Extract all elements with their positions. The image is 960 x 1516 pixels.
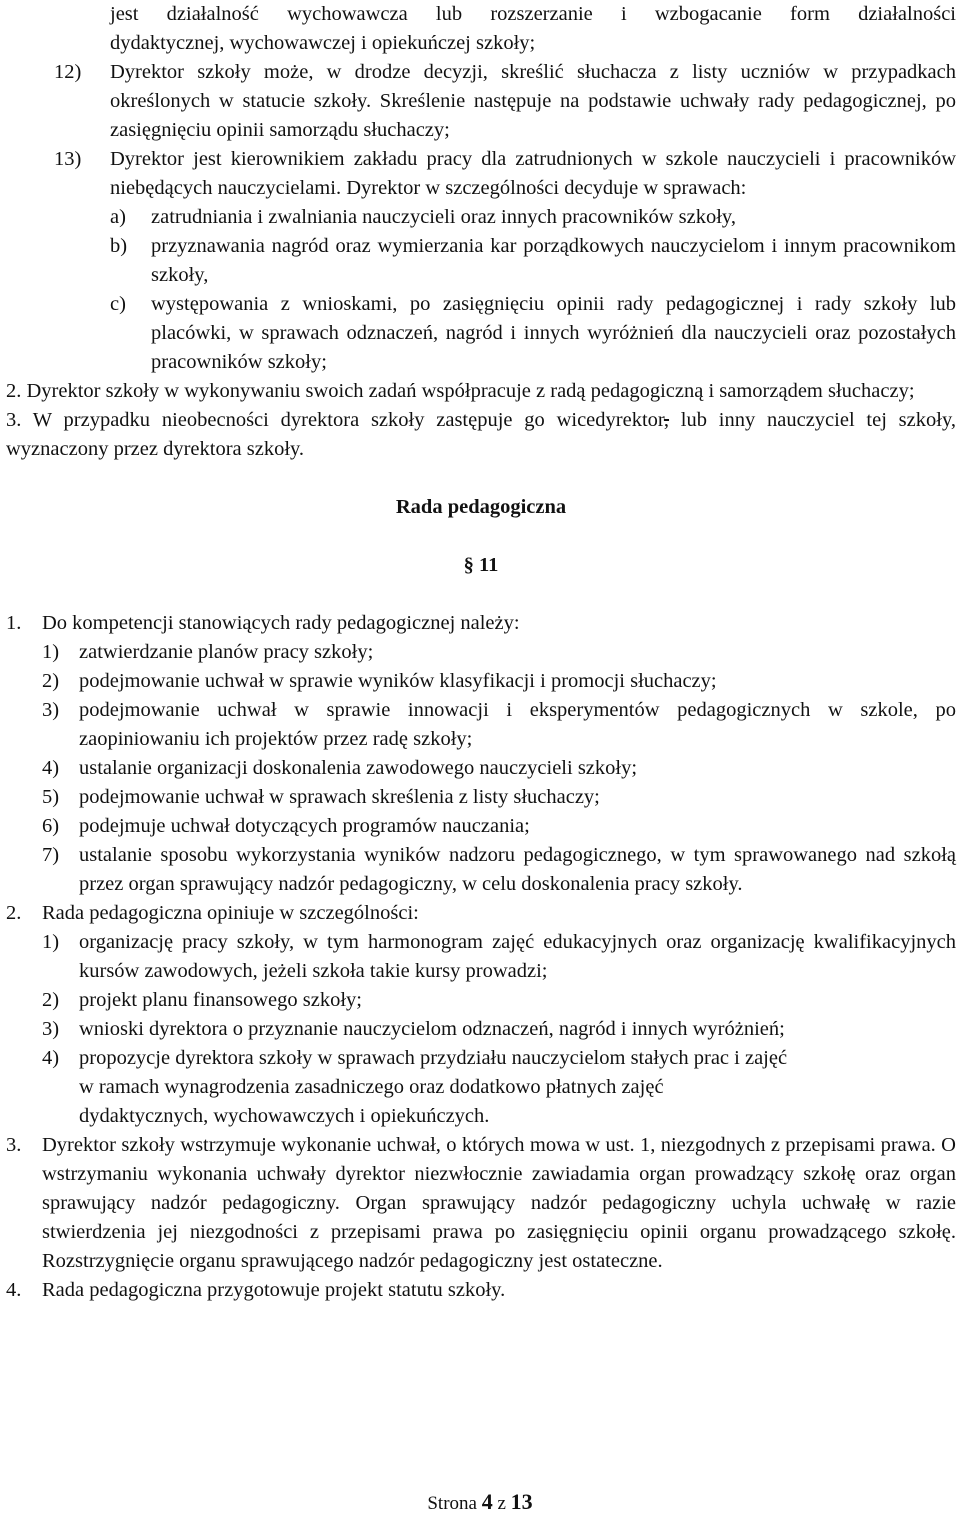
section-1	[6, 609, 956, 638]
list-item-number: 2)	[42, 989, 60, 1011]
continued-line-2: dydaktycznej, wychowawczej i opiekuńczej szkoły;	[110, 32, 536, 54]
sub-item-text: zatrudniania i zwalniania nauczycieli oraz innych pracowników szkoły,	[151, 206, 736, 228]
section-2-list	[6, 928, 956, 1131]
list-item	[6, 986, 956, 1015]
list-item-number: 1)	[42, 641, 60, 663]
current-page-number: 4	[481, 1489, 493, 1514]
sub-item-letter: c)	[110, 293, 126, 315]
list-item-text: ustalanie sposobu wykorzystania wyników nadzoru pedagogicznego, w tym sprawowanego nad szkołą przez organ sprawujący nadzór pedagogiczny, w celu doskonalenia pracy szkoły.	[79, 844, 956, 895]
list-item	[6, 754, 956, 783]
list-item	[6, 841, 956, 899]
list-item	[6, 1044, 956, 1131]
list-item-line: w ramach wynagrodzenia zasadniczego oraz dodatkowo płatnych zajęć	[79, 1076, 664, 1098]
paragraph-text-part: 3. W przypadku nieobecności dyrektora szkoły zastępuje go wicedyrektor	[6, 409, 664, 431]
list-item	[6, 696, 956, 754]
list-item-number: 4)	[42, 1047, 60, 1069]
sub-item-letter: a)	[110, 206, 126, 228]
list-item-text: podejmuje uchwał dotyczących programów nauczania;	[79, 815, 530, 837]
list-item	[6, 812, 956, 841]
paragraph-3	[6, 406, 956, 464]
list-item-number: 4)	[42, 757, 60, 779]
sub-item-c	[6, 290, 956, 377]
list-item-text: zatwierdzanie planów pracy szkoły;	[79, 641, 374, 663]
list-item-number: 3)	[42, 1018, 60, 1040]
list-item-text: Dyrektor szkoły może, w drodze decyzji, skreślić słuchacza z listy uczniów w przypadkach określonych w statucie szkoły. Skreślenie następuje na podstawie uchwały rady pedagogicznej, po zasięgnięciu opinii samorządu słuchaczy;	[110, 61, 956, 141]
list-item-text: podejmowanie uchwał w sprawie innowacji i eksperymentów pedagogicznych w szkole, po zaopiniowaniu ich projektów przez radę szkoły;	[79, 699, 956, 750]
paragraph-text	[6, 406, 956, 464]
section-3	[6, 1131, 956, 1276]
section-number: 4.	[6, 1279, 22, 1301]
document-page	[6, 0, 956, 1305]
list-item-number: 3)	[42, 699, 60, 721]
list-item-13	[6, 145, 956, 203]
paragraph-2	[6, 377, 956, 406]
section-heading: Rada pedagogiczna	[395, 496, 567, 518]
paragraph-sign: § 11	[463, 554, 499, 576]
page-label: Strona	[427, 1493, 477, 1514]
continued-paragraph	[6, 0, 956, 58]
list-item	[6, 667, 956, 696]
paragraph-text: 2. Dyrektor szkoły w wykonywaniu swoich zadań współpracuje z radą pedagogiczną i samorządem słuchaczy;	[6, 380, 915, 402]
list-item-text: wnioski dyrektora o przyznanie nauczycielom odznaczeń, nagród i innych wyróżnień;	[79, 1018, 785, 1040]
list-item-number: 1)	[42, 931, 60, 953]
sub-item-b	[6, 232, 956, 290]
section-number: 3.	[6, 1134, 22, 1156]
list-item-12	[6, 58, 956, 145]
list-item-text: Dyrektor jest kierownikiem zakładu pracy dla zatrudnionych w szkole nauczycieli i pracowników niebędących nauczycielami. Dyrektor w szczególności decyduje w sprawach:	[110, 148, 956, 199]
list-item-number: 13)	[54, 148, 82, 170]
list-item-number: 6)	[42, 815, 60, 837]
paragraph-text-part: lub inny nauczyciel tej szkoły, wyznaczony przez dyrektora szkoły.	[6, 409, 956, 460]
list-item	[6, 1015, 956, 1044]
section-number: 1.	[6, 612, 22, 634]
section-text: Dyrektor szkoły wstrzymuje wykonanie uchwał, o których mowa w ust. 1, niezgodnych z przepisami prawa. O wstrzymaniu wykonania uchwały dyrektor niezwłocznie zawiadamia organ prowadzący szkołę oraz organ sprawujący nadzór pedagogiczny. Organ sprawujący nadzór pedagogiczny uchyla uchwałę w razie stwierdzenia jej niezgodności z przepisami prawa po zasięgnięciu opinii organu prowadzącego szkołę. Rozstrzygnięcie organu sprawującego nadzór pedagogiczny jest ostateczne.	[42, 1134, 956, 1272]
section-2	[6, 899, 956, 928]
section-intro: Do kompetencji stanowiących rady pedagogicznej należy:	[42, 612, 520, 634]
list-item	[6, 928, 956, 986]
page-footer	[0, 1490, 960, 1516]
continued-line-1: jest działalność wychowawcza lub rozszerzanie i wzbogacanie form działalności	[110, 3, 956, 25]
list-item-number: 5)	[42, 786, 60, 808]
sub-item-a	[6, 203, 956, 232]
total-pages-number: 13	[510, 1489, 533, 1514]
list-item-number: 7)	[42, 844, 60, 866]
sub-item-text: występowania z wnioskami, po zasięgnięciu opinii rady pedagogicznej i rady szkoły lub placówki, w sprawach odznaczeń, nagród i innych wyróżnień dla nauczycieli oraz pozostałych pracowników szkoły;	[151, 293, 956, 373]
section-4	[6, 1276, 956, 1305]
page-of-label: z	[497, 1493, 506, 1514]
section-text: Rada pedagogiczna przygotowuje projekt statutu szkoły.	[42, 1279, 506, 1301]
list-item	[6, 638, 956, 667]
list-item-text: projekt planu finansowego szkoły;	[79, 989, 362, 1011]
list-item-line: dydaktycznych, wychowawczych i opiekuńczych.	[79, 1105, 490, 1127]
section-1-list	[6, 638, 956, 899]
struck-comma: ,	[663, 409, 670, 431]
list-item-line: propozycje dyrektora szkoły w sprawach przydziału nauczycielom stałych prac i zajęć	[79, 1047, 788, 1069]
list-item	[6, 783, 956, 812]
section-intro: Rada pedagogiczna opiniuje w szczególności:	[42, 902, 419, 924]
section-number: 2.	[6, 902, 22, 924]
list-item-number: 2)	[42, 670, 60, 692]
list-item-number: 12)	[54, 61, 82, 83]
list-item-text: ustalanie organizacji doskonalenia zawodowego nauczycieli szkoły;	[79, 757, 638, 779]
list-item-text: podejmowanie uchwał w sprawie wyników klasyfikacji i promocji słuchaczy;	[79, 670, 717, 692]
list-item-text: organizację pracy szkoły, w tym harmonogram zajęć edukacyjnych oraz organizację kwalifikacyjnych kursów zawodowych, jeżeli szkoła takie kursy prowadzi;	[79, 931, 956, 982]
sub-item-letter: b)	[110, 235, 128, 257]
list-item-text: podejmowanie uchwał w sprawach skreślenia z listy słuchaczy;	[79, 786, 600, 808]
sub-item-text: przyznawania nagród oraz wymierzania kar porządkowych nauczycielom i innym pracownikom szkoły,	[151, 235, 956, 286]
